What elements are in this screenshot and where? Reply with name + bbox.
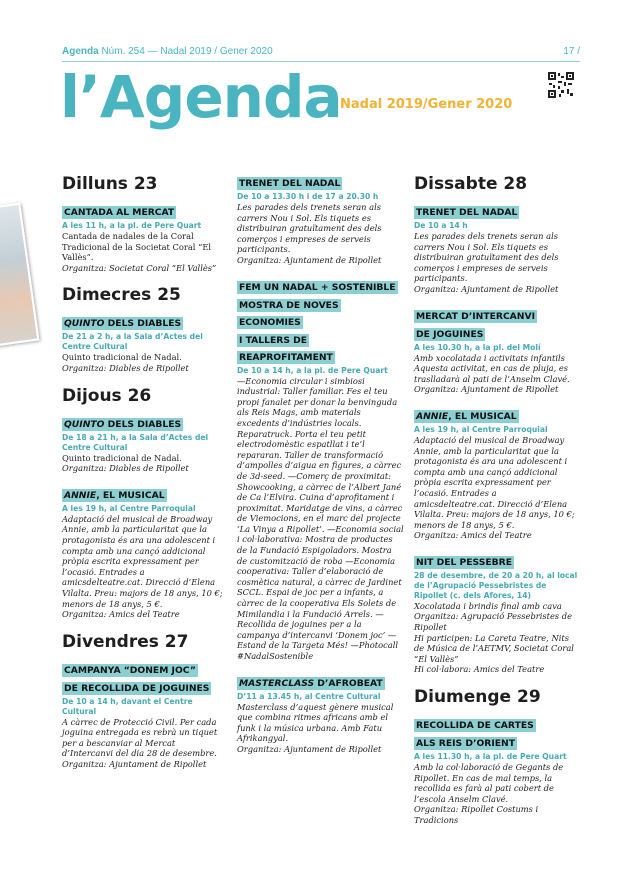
header-issue: Núm. 254 — Nadal 2019 / Gener 2020	[101, 46, 273, 57]
event-donem-joc	[62, 661, 227, 770]
event-description: Xocolatada i brindis final amb cava	[414, 600, 562, 611]
event-organizer: Organitza: Diables de Ripollet	[62, 362, 189, 373]
page-subtitle: Nadal 2019/Gener 2020	[340, 97, 513, 112]
qr-code-icon[interactable]	[548, 72, 574, 98]
event-annie-28	[414, 407, 580, 541]
event-participants: Hi participen: La Careta Teatre, Nits de Música de l’AETMV, Societat Coral “El Vallès”	[414, 632, 574, 664]
event-when: De 10 a 14 h, davant el Centre Cultural	[62, 696, 193, 716]
event-afrobeat	[237, 674, 404, 755]
event-when: A les 11.30 h, a la pl. de Pere Quart	[414, 752, 567, 762]
event-when: A les 19 h, al Centre Parroquial	[62, 503, 196, 513]
event-description: Les parades dels trenets seran als carrers Nou i Sol. Els tiquets es distribuiran gratuïtament des dels comerços i empreses de serveis participants.	[414, 231, 559, 284]
event-when: De 10 a 13.30 h i de 17 a 20.30 h	[237, 192, 379, 201]
event-quinto-25	[62, 314, 227, 373]
event-description: Les parades dels trenets seran als carrers Nou i Sol. Els tiquets es distribuiran gratuïtament des dels comerços i empreses de serveis participants.	[237, 202, 382, 255]
day-heading: Dijous 26	[62, 385, 152, 406]
event-when: A les 11 h, a la pl. de Pere Quart	[62, 221, 202, 230]
event-when: 28 de desembre, de 20 a 20 h, al local de l’Agrupació Pessebristes de Ripollet (c. dels Afores, 14)	[414, 570, 578, 600]
event-organizer: Organitza: Ajuntament de Ripollet	[237, 254, 382, 265]
page-number: 17 /	[563, 46, 580, 57]
event-description: Quinto tradicional de Nadal.	[62, 352, 182, 363]
event-when: A les 19 h, al Centre Parroquial	[414, 424, 548, 434]
event-when: De 10 a 14 h	[414, 221, 468, 230]
event-title-line2: ALS REIS D’ORIENT	[416, 738, 516, 750]
event-title-line2: DE JOGUINES	[416, 328, 484, 340]
event-organizer: Organitza: Amics del Teatre	[414, 530, 532, 541]
event-collaborators: Hi col·labora: Amics del Teatre	[414, 664, 545, 675]
event-when: De 10 a 14 h, a la pl. de Pere Quart	[237, 365, 388, 375]
event-when: D’11 a 13.45 h, al Centre Cultural	[237, 691, 381, 701]
event-description: Amb la col·laboració de Gegants de Ripollet. En cas de mal temps, la recollida es farà al pati cobert de l’escola Anselm Clavé.	[414, 762, 564, 804]
event-title: ANNIE, EL MUSICAL	[416, 410, 517, 422]
event-organizer: Organitza: Amics del Teatre	[62, 609, 180, 620]
event-organizer: Organitza: Ajuntament de Ripollet	[237, 743, 382, 754]
day-heading: Dimecres 25	[62, 285, 181, 306]
event-description: Amb xocolatada i activitats infantils Aquesta activitat, en cas de pluja, es traslladarà al pati de l’Anselm Clavé.	[414, 352, 570, 384]
event-organizer: Organitza: Ajuntament de Ripollet	[414, 384, 559, 395]
column-1	[62, 174, 227, 782]
event-mercat-intercanvi	[414, 307, 580, 395]
event-description: Cantada de nadales de la Coral Tradicional de la Societat Coral “El Vallès”.	[62, 231, 212, 263]
event-organizer: Organitza: Societat Coral “El Vallès”	[62, 262, 217, 273]
event-nit-pessebre	[414, 553, 580, 675]
day-heading: Diumenge 29	[414, 687, 541, 708]
magazine-photo-edge	[0, 203, 39, 347]
event-description: A càrrec de Protecció Civil. Per cada joguina entregada es rebrà un tiquet per a bescanviar al Mercat d’Intercanvi del dia 28 de desembre.	[62, 716, 218, 759]
event-organizer: Organitza: Ajuntament de Ripollet	[62, 759, 207, 770]
event-when: De 18 a 21 h, a la Sala d’Actes del Centre Cultural	[62, 432, 209, 452]
column-2	[237, 174, 404, 767]
page-header	[62, 46, 580, 57]
event-title: TRENET DEL NADAL	[239, 178, 341, 189]
event-description: Adaptació del musical de Broadway Annie, amb la particularitat que la protagonista és ara una adolescent i compta amb una cançó addicional pròpia escrita expressament per l’ocasió. Entrades a amicsdelteatre.cat. Direcció d’Elena Vilalta. Preu: majors de 18 anys, 10 €; menors de 18 anys, 5 €.	[414, 434, 575, 530]
header-brand: Agenda	[62, 46, 99, 57]
event-title-line2: MOSTRA DE NOVES ECONOMIES	[239, 299, 339, 328]
event-description: Masterclass d’aquest gènere musical que combina ritmes africans amb el funk i la música urbana. Amb Fatu Afrikangyal.	[237, 701, 394, 744]
event-description: —Economia circular i simbiosi industrial: Taller familiar. Fes el teu propi fanalet per donar la benvinguda als Reis Mags, amb materials excedents d’indústries locals. Reparatruck. Porta el teu petit electrodomèstic espatllat i te’l repararan. Taller de transformació d’ampolles d’aigua en figures, a càrrec de 3d-seed. —Comerç de proximitat: Showcooking, a càrrec de l’Albert Jané de Ca l’Elvira. Cuina d’aprofitament i proximitat. Maridatge de vins, a càrrec de Viemocions, en el marc del projecte ‘La Vinya a Ripollet’. —Economia social i col·laborativa: Mostra de productes de la Fundació Espigoladors. Mostra de customització de roba —Economia cooperativa: Taller d’elaboració de cosmètica natural, a càrrec de Jardinet SCCL. Espai de joc per a infants, a càrrec de la cooperativa Els Solets de Mimilandia i la Fundació Arrels. —Recollida de joguines per a la campanya d’intercanvi ‘Donem joc’ —Estand de la Targeta Més! —Photocall #NadalSostenible	[237, 375, 404, 661]
column-3	[414, 174, 580, 838]
event-organizer: Organitza: Diables de Ripollet	[62, 463, 189, 474]
event-title: QUINTO DELS DIABLES	[64, 318, 182, 330]
event-trenet-27	[237, 174, 404, 266]
event-annie-26	[62, 486, 227, 620]
event-organizer: Organitza: Ripollet Costums i Tradicions	[414, 804, 539, 825]
event-when: De 21 a 2 h, a la Sala d’Actes del Centre Cultural	[62, 332, 203, 352]
event-organizer: Organitza: Agrupació Pessebristes de Ripollet	[414, 611, 573, 633]
event-title: NIT DEL PESSEBRE	[416, 556, 512, 568]
event-when: A les 10.30 h, a la pl. del Molí	[414, 342, 541, 352]
header-divider	[62, 61, 580, 62]
event-organizer: Organitza: Ajuntament de Ripollet	[414, 283, 559, 294]
event-title: MERCAT D’INTERCANVI	[416, 310, 536, 322]
event-title-line2: DE RECOLLIDA DE JOGUINES	[64, 682, 210, 694]
event-title: TRENET DEL NADAL	[416, 207, 518, 218]
event-trenet-28	[414, 203, 580, 295]
event-description: Quinto tradicional de Nadal.	[62, 452, 182, 463]
event-title: RECOLLIDA DE CARTES	[416, 720, 534, 732]
day-heading: Dilluns 23	[62, 174, 158, 194]
page-title: l’Agenda	[60, 63, 342, 131]
event-title: MASTERCLASS D’AFROBEAT	[239, 677, 383, 689]
event-title: CANTADA AL MERCAT	[64, 207, 175, 218]
day-heading: Dissabte 28	[414, 174, 528, 194]
event-nadal-sostenible	[237, 278, 404, 662]
event-description: Adaptació del musical de Broadway Annie, amb la particularitat que la protagonista és ara una adolescent i compta amb una cançó addicional pròpia escrita expressament per l’ocasió. Entrades a amicsdelteatre.cat. Direcció d’Elena Vilalta. Preu: majors de 18 anys, 10 €; menors de 18 anys, 5 €.	[62, 513, 223, 609]
day-heading: Divendres 27	[62, 631, 189, 652]
event-title: FEM UN NADAL + SOSTENIBLE	[239, 281, 396, 293]
event-recollida-cartes	[414, 716, 580, 826]
event-title: ANNIE, EL MUSICAL	[64, 489, 165, 501]
event-cantada	[62, 203, 227, 273]
event-title: QUINTO DELS DIABLES	[64, 418, 182, 430]
event-title: CAMPANYA “DONEM JOC”	[64, 664, 196, 676]
event-title-line3: I TALLERS DE REAPROFITAMENT	[239, 334, 333, 363]
event-quinto-26	[62, 415, 227, 474]
